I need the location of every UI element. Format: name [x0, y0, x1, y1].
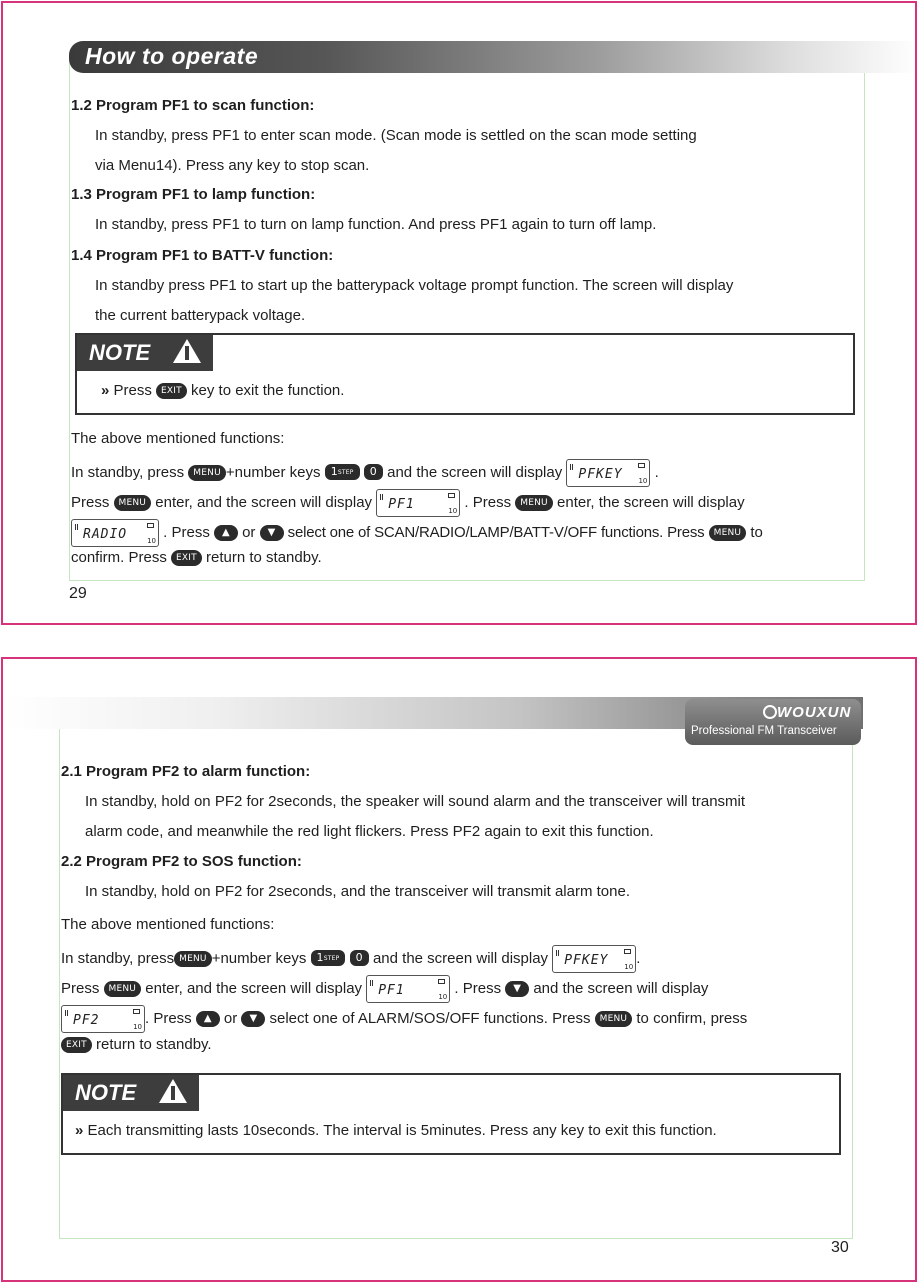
key-0-icon: 0	[350, 950, 369, 966]
key-0-icon: 0	[364, 464, 383, 480]
note-box	[75, 333, 855, 415]
note-label: NOTE	[89, 340, 151, 365]
instruction-text: Press	[71, 494, 110, 511]
exit-key-icon: EXIT	[171, 550, 202, 566]
instruction-text: +number keys	[225, 464, 321, 481]
menu-key-icon: MENU	[174, 951, 212, 967]
instruction-text: . Press	[145, 1010, 192, 1027]
note-text	[101, 382, 344, 399]
instruction-line-2	[71, 489, 745, 517]
heading-2-2: 2.2 Program PF2 to SOS function:	[61, 853, 302, 870]
lcd-pfkey-display: PFKEY 10	[566, 459, 650, 487]
up-arrow-key-icon: ▲	[196, 1011, 220, 1027]
down-arrow-key-icon: ▼	[241, 1011, 265, 1027]
note-tab	[63, 1075, 199, 1111]
instruction-text: and the screen will display	[387, 464, 563, 481]
brand-mark-icon	[763, 705, 777, 719]
paragraph-2-2: In standby, hold on PF2 for 2seconds, and the transceiver will transmit alarm tone.	[85, 883, 630, 900]
instruction-text: . Press	[464, 494, 512, 511]
section-title: How to operate	[85, 43, 259, 69]
brand-name: WOUXUN	[777, 704, 852, 721]
note-tab	[77, 335, 213, 371]
instruction-text: In standby, press	[61, 950, 175, 967]
page-number: 30	[831, 1239, 849, 1256]
instruction-text: enter, and the screen will display	[155, 494, 373, 511]
menu-key-icon: MENU	[114, 495, 152, 511]
instruction-text: return to standby.	[95, 1036, 212, 1053]
paragraph-1-2-line2: via Menu14). Press any key to stop scan.	[95, 157, 370, 174]
manual-page-29	[1, 1, 917, 625]
lcd-pf1-display: PF1 10	[366, 975, 450, 1003]
paragraph-1-2-line1: In standby, press PF1 to enter scan mode. (Scan mode is settled on the scan mode setting	[95, 127, 697, 144]
heading-1-2: 1.2 Program PF1 to scan function:	[71, 97, 315, 114]
paragraph-1-3: In standby, press PF1 to turn on lamp function. And press PF1 again to turn off lamp.	[95, 216, 657, 233]
instruction-text: . Press	[454, 980, 502, 997]
menu-key-icon: MENU	[104, 981, 142, 997]
lcd-pf1-display: PF1 10	[376, 489, 460, 517]
lcd-pfkey-display: PFKEY 10	[552, 945, 636, 973]
heading-1-3: 1.3 Program PF1 to lamp function:	[71, 186, 316, 203]
brand-logo	[685, 699, 861, 745]
instruction-text: . Press	[163, 524, 210, 541]
instruction-text: enter, the screen will display	[557, 494, 745, 511]
key-1-step-icon: 1STEP	[325, 464, 360, 480]
menu-key-icon: MENU	[188, 465, 226, 481]
heading-2-1: 2.1 Program PF2 to alarm function:	[61, 763, 311, 780]
functions-intro: The above mentioned functions:	[61, 916, 275, 933]
exit-key-icon: EXIT	[156, 383, 187, 399]
instruction-text: enter, and the screen will display	[145, 980, 363, 997]
up-arrow-key-icon: ▲	[214, 525, 238, 541]
down-arrow-key-icon: ▼	[505, 981, 529, 997]
menu-key-icon: MENU	[709, 525, 747, 541]
paragraph-2-1-line2: alarm code, and meanwhile the red light flickers. Press PF2 again to exit this function.	[85, 823, 654, 840]
instruction-text: +number keys	[211, 950, 307, 967]
instruction-line-1	[61, 945, 640, 973]
instruction-text: select one of ALARM/SOS/OFF functions. Press	[269, 1010, 591, 1027]
chevron-icon: »	[101, 382, 110, 399]
instruction-text: or	[242, 524, 256, 541]
instruction-line-1	[71, 459, 659, 487]
heading-1-4: 1.4 Program PF1 to BATT-V function:	[71, 247, 334, 264]
instruction-text: return to standby.	[206, 549, 322, 566]
note-text-body: Each transmitting lasts 10seconds. The interval is 5minutes. Press any key to exit this function.	[87, 1122, 717, 1139]
manual-page-30	[1, 657, 917, 1282]
paragraph-1-4-line1: In standby press PF1 to start up the batterypack voltage prompt function. The screen will display	[95, 277, 734, 294]
instruction-text: .	[636, 950, 641, 967]
instruction-line-3	[71, 519, 763, 547]
instruction-line-4	[71, 548, 322, 568]
instruction-text: select one of SCAN/RADIO/LAMP/BATT-V/OFF functions. Press	[287, 524, 705, 541]
instruction-text: confirm. Press	[71, 549, 167, 566]
warning-icon	[173, 339, 201, 363]
instruction-text: or	[223, 1010, 238, 1027]
exit-key-icon: EXIT	[61, 1037, 92, 1053]
page-number: 29	[69, 585, 87, 602]
instruction-text: .	[654, 464, 659, 481]
lcd-pf2-display: PF2 10	[61, 1005, 145, 1033]
instruction-line-2	[61, 975, 708, 1003]
instruction-text: and the screen will display	[372, 950, 549, 967]
down-arrow-key-icon: ▼	[260, 525, 284, 541]
functions-intro: The above mentioned functions:	[71, 430, 285, 447]
instruction-line-4	[61, 1035, 212, 1055]
note-text	[75, 1122, 717, 1139]
warning-icon	[159, 1079, 187, 1103]
key-1-step-icon: 1STEP	[311, 950, 346, 966]
paragraph-1-4-line2: the current batterypack voltage.	[95, 307, 306, 324]
brand-tagline: Professional FM Transceiver	[691, 725, 837, 737]
paragraph-2-1-line1: In standby, hold on PF2 for 2seconds, the speaker will sound alarm and the transceiver will transmit	[85, 793, 746, 810]
instruction-text: and the screen will display	[533, 980, 709, 997]
menu-key-icon: MENU	[515, 495, 553, 511]
instruction-text: to	[750, 524, 763, 541]
note-box	[61, 1073, 841, 1155]
note-text-post: key to exit the function.	[191, 382, 345, 399]
lcd-radio-display: RADIO 10	[71, 519, 159, 547]
menu-key-icon: MENU	[595, 1011, 633, 1027]
note-text-pre: Press	[113, 382, 152, 399]
instruction-line-3	[61, 1005, 747, 1033]
chevron-icon: »	[75, 1122, 84, 1139]
instruction-text: Press	[61, 980, 100, 997]
instruction-text: to confirm, press	[636, 1010, 748, 1027]
instruction-text: In standby, press	[71, 464, 185, 481]
note-label: NOTE	[75, 1080, 137, 1105]
